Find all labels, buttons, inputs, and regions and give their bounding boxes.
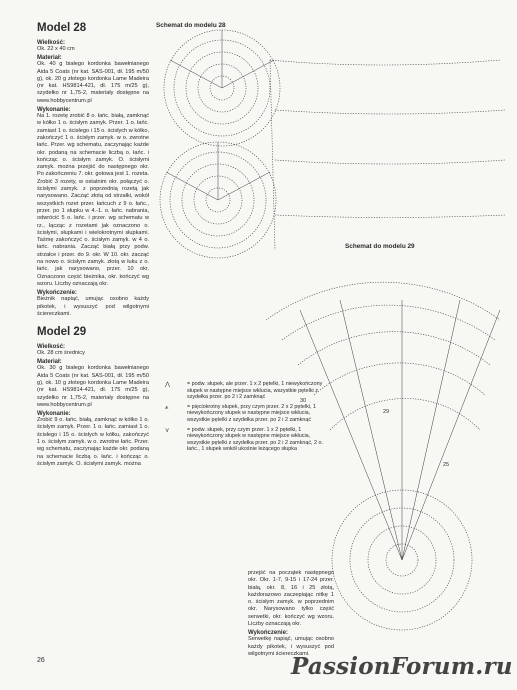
m29-size-text: Ok. 28 cm średnicy	[37, 350, 85, 357]
m28-size-label: Wielkość:	[37, 40, 65, 46]
m29-material-text: Ok. 30 g białego kordonka bawełnianego Aida 5 Coats (nr kat. SAS-001, dł. 195 m/50 g), ok. 10 g złotego kordonka Lame Madeira (nr kat. HS9814-421, dł. 175 m/25 g), szydełko nr 1,75-2, materiały dostępne na www.hobbycentrum.pl	[37, 365, 149, 408]
legend-text: = podw. słupek, ale przer. 1 x 2 pętelki, 1 niewykończony słupek w następne miejsce wkłucia, wszystkie pętelki z szydełka przer. po 2 i 2 zamknąć	[187, 381, 323, 401]
m28-work-text: Na 1. rozetę zrobić 8 o. łańc. białą, zamknąć w kółko 1 o. ścisłym zamyk. Przer. 1 o. łańc. zamiast 1 o. ścisłego i 15 o. ścisłych w kółko, zakończyć 1 o. ścisłym zamyk. w o. zwrotne łańc. Przer. wg schematu, zaczynając każde okr. podaną na schemacie liczbą o. łańc. i kończąc o. ścisłym zamyk. O. ścisłymi zamyk. można przejść do następnego okr. Po zakończeniu 7. okr. gotowa jest 1. rozeta. Zrobić 3 rozety, w ostatnim okr. połączyć o. ścisłymi zamyk. z poprzednią rozetą jak narysowano. Zacząć złotą od strzałki, wokół wszystkich rozet przer. łańcuch z 9 o. łańc., przer. po 1 słupku w 4.-1. o. łańc. nabrania, odwrócić 5 o. łańc. i przer. wg schematu w rz., łącząc z rozetami jak oznaczono o. ścisłymi, słupkami i wielokrotnymi słupkami. Taśmę zakończyć o. ścisłym zamyk. w 4 o. łańc. nabrania. Zacząć białą przy podw. strzałce i przer. do 9. okr. W 10. okr. zacząć na nowo o. ścisłym zamyk. złotą w łuku z o. łańc. jak narysowano, przer. 10 okr. Oznaczono część bieżnika, okr. kończyć wg wzoru. Liczby oznaczają okr.	[37, 113, 149, 287]
round-number-30: 30	[300, 398, 307, 404]
legend-item	[165, 404, 325, 424]
schema-28-band	[270, 60, 505, 250]
legend-item	[165, 381, 325, 401]
round-number-29: 29	[383, 409, 390, 415]
schema-28-spokes	[166, 30, 274, 200]
instructions-continued	[248, 570, 334, 658]
m28-material-text: Ok. 40 g białego kordonka bawełnianego Aida 5 Coats (nr kat. SAS-001, dł. 195 m/50 g), ok. 20 g złotego kordonka Lame Madeira (nr kat. HS9814-421, dł. 175 m/25 g), szydełko nr 1,75-2, materiały dostępne na www.hobbycentrum.pl	[37, 61, 149, 104]
m29-finish-label: Wykończenie:	[248, 630, 288, 637]
legend-text: = pięciokrotny słupek, przy czym przer. 2 x 2 pętelki, 1 niewykończony słupek w następne miejsce wkłucia, wszystkie pętelki z szydełka przer. po 2 i 2 zamknąć	[187, 403, 316, 423]
legend-item	[165, 427, 325, 453]
schema-28-title: Schemat do modelu 28	[156, 22, 226, 29]
m28-work-label: Wykonanie:	[37, 107, 71, 114]
model-28-title: Model 28	[37, 22, 87, 34]
m29-size-label: Wielkość:	[37, 344, 65, 351]
m28-size-text: Ok. 22 x 40 cm	[37, 46, 75, 52]
watermark: PassionForum.ru	[291, 653, 513, 680]
page-number: 26	[37, 657, 45, 664]
m29-work-text: Zrobić 9 o. łańc. białą, zamknąć w kółko 1 o. ścisłym zamyk. Przer. 1 o. łańc. zamiast 1 o. ścisłego i 15 o. ścisłych w kółku, zakończyć 1 o. ścisłym zamyk. w o. zwrotne łańc. Przer. wg schematu, zaczynając każde okr. podaną na schemacie liczbą o. łańc. i kończąc o. ścisłym zamyk. O. ścisłymi zamyk. można	[37, 417, 149, 467]
m28-finish-text: Bieżnik napiąć, umując osobno każdy pikotek, i wysuszyć pod wilgotnymi ściereczkami.	[37, 296, 149, 317]
quintuple-stitch-icon: ⩚	[165, 403, 169, 411]
round-number-25: 25	[443, 462, 450, 468]
m29-finish-text: Serwetkę napiąć, umując osobno każdy pikotek, i wysuszyć pod wilgotnymi ściereczkami.	[248, 636, 334, 657]
m28-finish-label: Wykończenie:	[37, 290, 77, 297]
double-stitch-icon: ⋀	[165, 381, 170, 388]
symbol-legend	[165, 381, 325, 456]
legend-text: = podw. słupek, przy czym przer. 1 x 2 pętelki, 1 niewykończony słupek w następne miejsce wkłucia, wszystkie pętelki z szydełka przer. po 2 i 2 zamknąć, 2 o. łańc., 1 słupek wokół ukośnie leżącego słupka	[187, 426, 324, 453]
model-29-title: Model 29	[37, 326, 87, 339]
m29-material-label: Materiał:	[37, 359, 62, 366]
m28-material-label: Materiał:	[37, 55, 62, 62]
schema-29-title: Schemat do modelu 29	[345, 243, 415, 250]
m29-continued-text: przejść na początek następnego okr. Okr. 1-7, 9-15 i 17-24 przer. białą, okr. 8, 16 i 25 złotą, każdorazowo zaczepiając nitkę 1 o. ścisłym zamyk. w poprzednim okr. Narysowano tylko część serwetki, okr. kończyć wg wzoru. Liczby oznaczają okr.	[248, 570, 334, 628]
m29-work-label: Wykonanie:	[37, 411, 71, 418]
crossed-stitch-icon: ⋎	[165, 426, 170, 434]
